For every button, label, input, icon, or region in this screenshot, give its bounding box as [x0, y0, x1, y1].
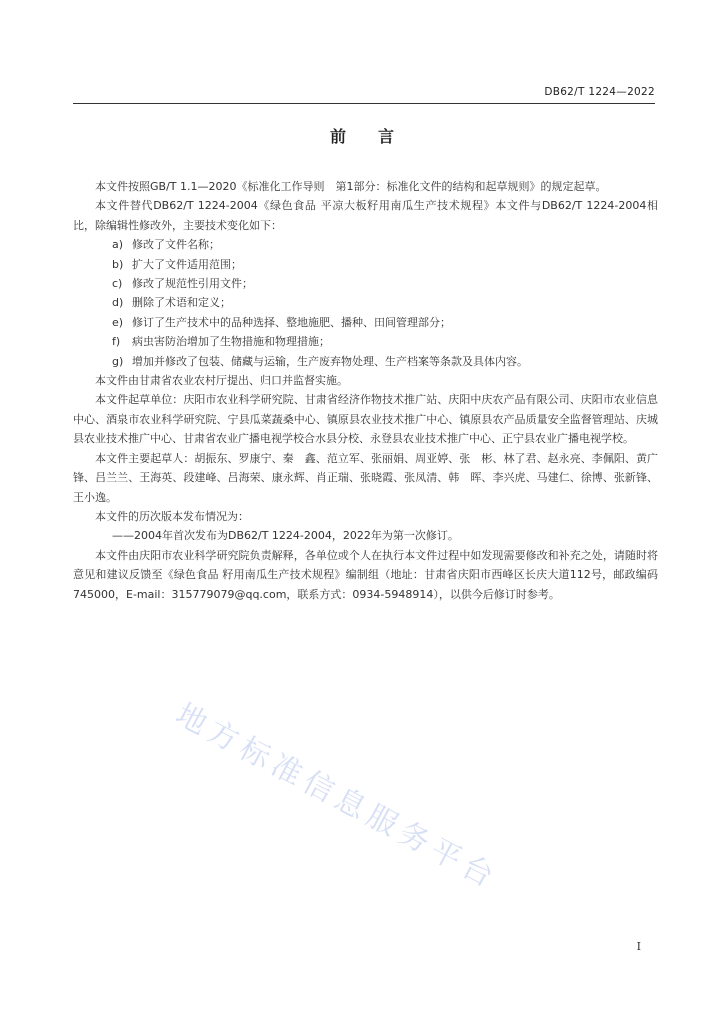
list-item	[88, 274, 658, 293]
replacement-paragraph: 本文件替代DB62/T 1224-2004《绿色食品 平凉大板籽用南瓜生产技术规程》本文件与DB62/T 1224-2004相比，除编辑性修改外，主要技术变化如下：	[73, 199, 658, 232]
list-item	[88, 235, 658, 254]
page-heading: 前 言	[329, 127, 394, 146]
list-item	[88, 255, 658, 274]
list-item-text: 修改了规范性引用文件；	[132, 277, 253, 291]
list-item-text: 增加并修改了包装、储藏与运输，生产废弃物处理、生产档案等条款及具体内容。	[132, 354, 528, 368]
page-number: I	[636, 940, 641, 953]
history-heading-paragraph: 本文件的历次版本发布情况为：	[95, 509, 249, 523]
list-item-text: 删除了术语和定义；	[132, 296, 231, 310]
list-item-mark: e)	[112, 315, 124, 329]
standard-code: DB62/T 1224—2022	[544, 86, 655, 98]
list-item	[88, 332, 658, 351]
list-item-mark: a)	[112, 238, 124, 252]
drafting-basis-paragraph: 本文件按照GB/T 1.1—2020《标准化工作导则 第1部分：标准化文件的结构和起草规则》的规定起草。	[95, 180, 607, 193]
header-rule	[73, 103, 655, 104]
drafting-units-paragraph: 本文件起草单位：庆阳市农业科学研究院、甘肃省经济作物技术推广站、庆阳中庆农产品有限公司、庆阳市农业信息中心、酒泉市农业科学研究院、宁县瓜菜蔬桑中心、镇原县农业技术推广中心、镇原县农产品质量安全监督管理站、庆城县农业技术推广中心、甘肃省农业广播电视学校合水县分校、永登县农业技术推广中心、正宁县农业广播电视学校。	[73, 393, 658, 446]
list-item	[88, 313, 658, 332]
list-item-mark: c)	[112, 277, 123, 291]
list-item-text: 扩大了文件适用范围；	[132, 257, 242, 271]
list-item-text: 修订了生产技术中的品种选择、整地施肥、播种、田间管理部分；	[132, 315, 451, 329]
list-item-mark: b)	[112, 257, 124, 271]
list-item-mark: g)	[112, 354, 124, 368]
interpretation-paragraph: 本文件由庆阳市农业科学研究院负责解释，各单位或个人在执行本文件过程中如发现需要修改和补充之处，请随时将意见和建议反馈至《绿色食品 籽用南瓜生产技术规程》编制组（地址：甘肃省庆阳市西峰区长庆大道112号，邮政编码 745000，E-mail：315779079@qq.com，联系方式：0934-5948914），以供今后修订时参考。	[73, 548, 658, 601]
watermark-text: 地方标准信息服务平台	[169, 697, 505, 897]
changes-list	[88, 235, 658, 371]
list-item-text: 病虫害防治增加了生物措施和物理措施；	[132, 335, 330, 349]
history-item: ——2004年首次发布为DB62/T 1224-2004，2022年为第一次修订。	[112, 529, 459, 543]
list-item	[88, 293, 658, 312]
drafters-paragraph: 本文件主要起草人：胡振东、罗康宁、秦 鑫、范立军、张丽娟、周亚婷、张 彬、林了君、赵永亮、李佩阳、黄广锋、吕兰兰、王海英、段建峰、吕海荣、康永辉、肖正瑞、张晓霞、张凤清、韩 晖、李兴虎、马建仁、徐博、张新锋、王小逸。	[73, 451, 658, 504]
proposer-paragraph: 本文件由甘肃省农业农村厅提出、归口并监督实施。	[95, 374, 348, 388]
list-item-mark: f)	[112, 335, 121, 349]
foreword-body	[73, 177, 658, 604]
list-item-mark: d)	[112, 296, 124, 310]
list-item	[88, 352, 658, 371]
list-item-text: 修改了文件名称；	[132, 238, 220, 252]
